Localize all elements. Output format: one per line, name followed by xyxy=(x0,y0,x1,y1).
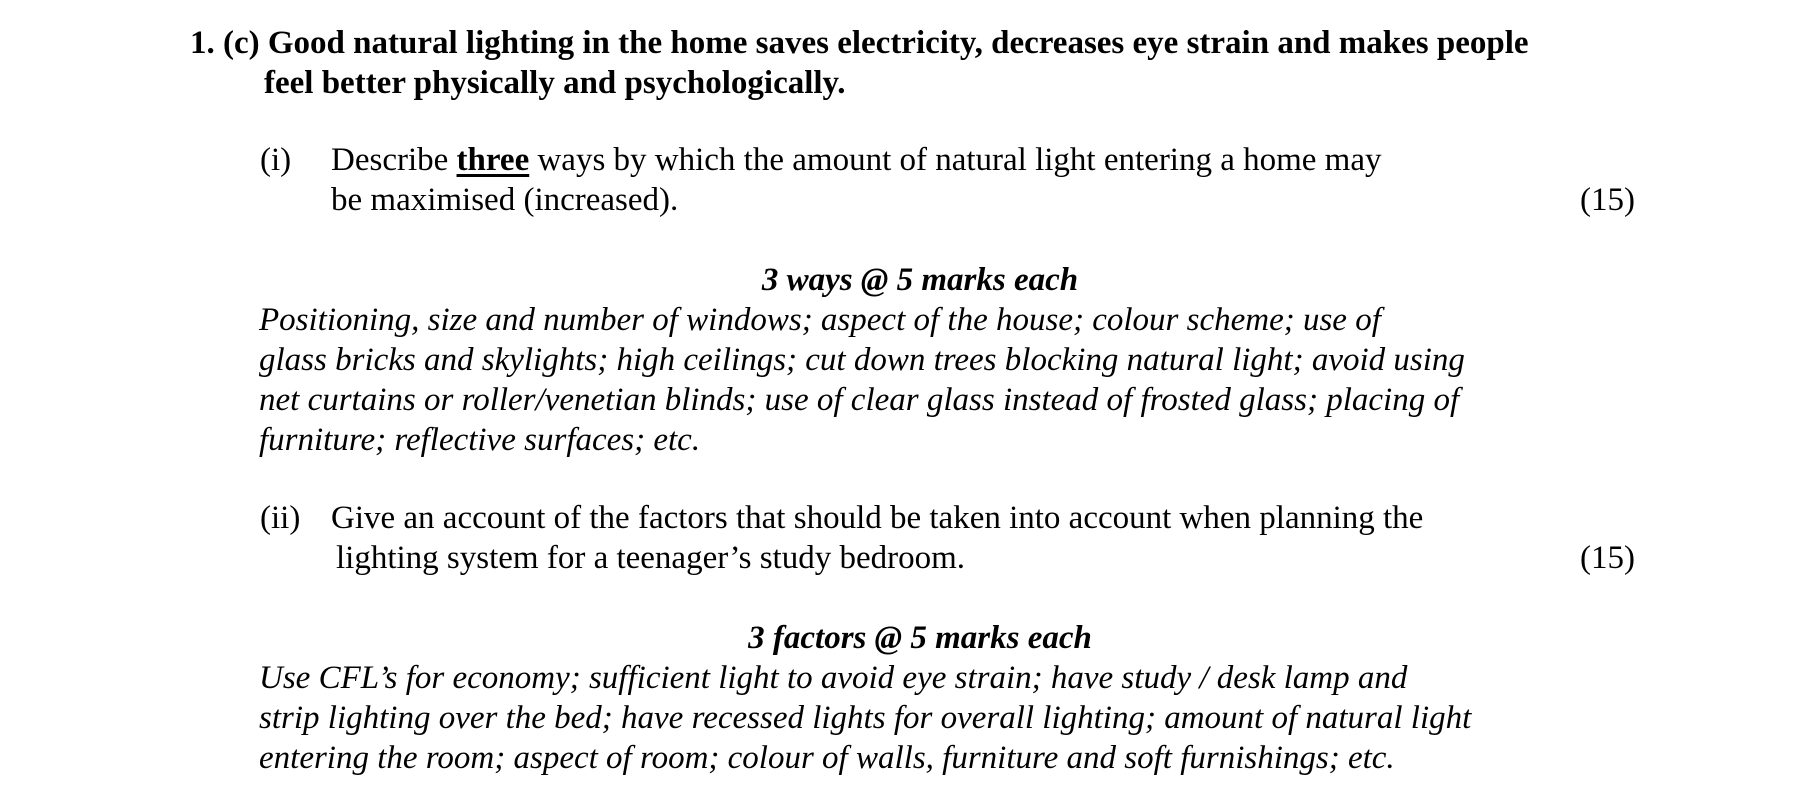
part-i-question-line-2: be maximised (increased). xyxy=(331,182,679,218)
part-i-answer-line: glass bricks and skylights; high ceilings; cut down trees blocking natural light; avoid using xyxy=(259,342,1465,378)
part-i-label: (i) xyxy=(260,142,292,178)
part-ii-scheme-heading: 3 factors @ 5 marks each xyxy=(748,620,1092,656)
part-ii-question-line-2: lighting system for a teenager’s study bedroom. xyxy=(336,540,966,576)
part-i-marks: (15) xyxy=(1580,182,1635,218)
part-ii-answer-line: strip lighting over the bed; have recessed lights for overall lighting; amount of natural light xyxy=(259,700,1472,736)
part-i-text-post: ways by which the amount of natural light entering a home may xyxy=(529,142,1382,178)
question-stem-line-1 xyxy=(190,23,1529,63)
part-ii-answer-line: Use CFL’s for economy; sufficient light to avoid eye strain; have study / desk lamp and xyxy=(259,660,1408,696)
question-number: 1. (c) xyxy=(190,25,260,61)
part-i-answer-line: net curtains or roller/venetian blinds; use of clear glass instead of frosted glass; placing of xyxy=(259,382,1460,418)
part-ii-answer-line: entering the room; aspect of room; colour of walls, furniture and soft furnishings; etc. xyxy=(259,740,1395,776)
question-stem-text: Good natural lighting in the home saves electricity, decreases eye strain and makes people xyxy=(267,25,1529,61)
part-ii-label: (ii) xyxy=(260,500,301,536)
part-i-scheme-heading: 3 ways @ 5 marks each xyxy=(761,262,1079,298)
part-i-question-line-1 xyxy=(331,140,1382,180)
part-ii-question-line-1: Give an account of the factors that should be taken into account when planning the xyxy=(331,500,1424,536)
part-i-answer-line: furniture; reflective surfaces; etc. xyxy=(259,422,701,458)
part-i-emphasis: three xyxy=(456,142,530,178)
part-ii-marks: (15) xyxy=(1580,540,1635,576)
part-i-answer-line: Positioning, size and number of windows; aspect of the house; colour scheme; use of xyxy=(259,302,1381,338)
part-i-text-pre: Describe xyxy=(331,142,457,178)
question-stem-line-2: feel better physically and psychologically. xyxy=(264,65,846,101)
